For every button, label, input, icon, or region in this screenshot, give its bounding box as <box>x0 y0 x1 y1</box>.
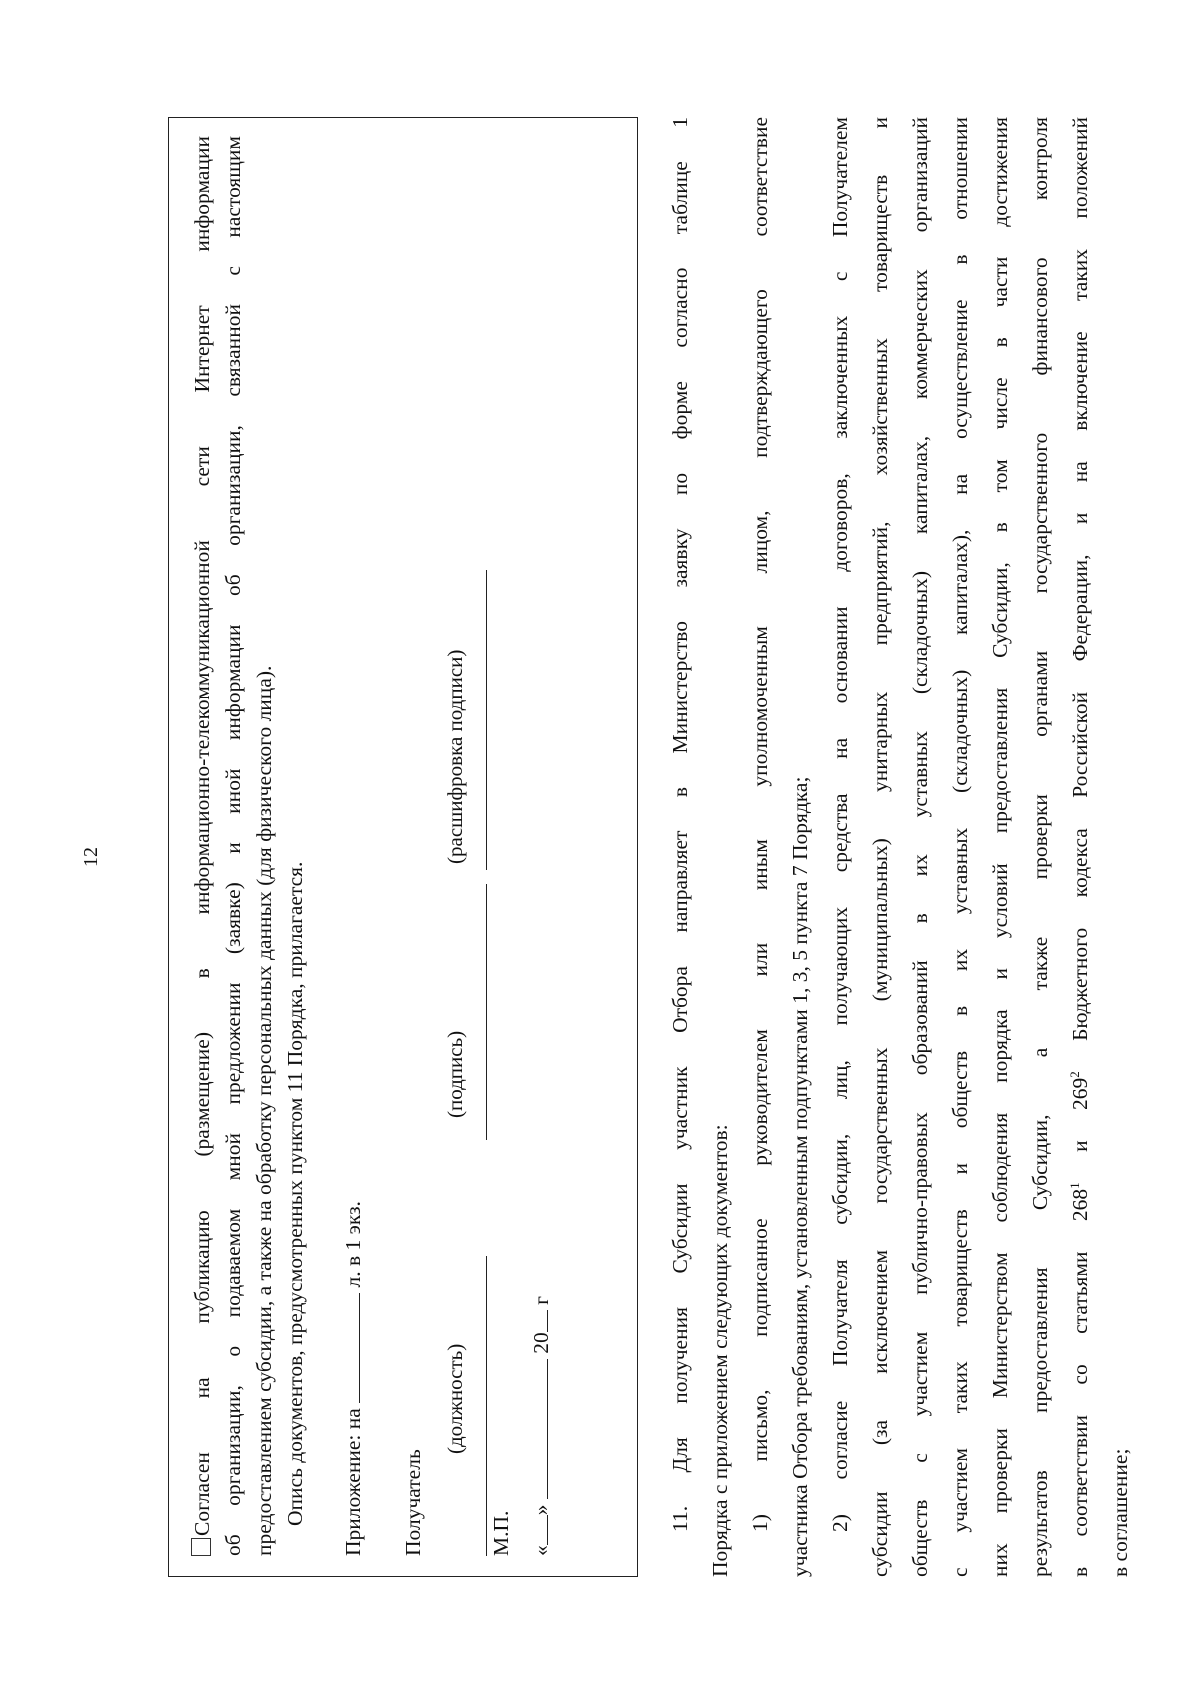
consent-text <box>187 136 311 1556</box>
page-number: 12 <box>80 847 102 867</box>
body-line: 2) согласие Получателя субсидии, лиц, получающих средства на основании договоров, заключенных с Получателем <box>828 117 852 1532</box>
body-text <box>660 117 1140 1577</box>
attachment-line: Приложение: на л. в 1 экз. <box>341 1201 365 1556</box>
consent-line-1: Согласен на публикацию (размещение) в информационно-телекоммуникационной сети Интернет информации <box>187 136 218 1556</box>
day-field[interactable] <box>529 1515 548 1545</box>
body-line: них проверки Министерством соблюдения порядка и условий предоставления Субсидии, в том числе в части достижения <box>988 117 1012 1577</box>
date-line: «» 20 г <box>529 1296 553 1556</box>
recipient-label: Получатель <box>401 1449 425 1556</box>
stamp-label: М.П. <box>489 1510 513 1556</box>
sheet-count-field[interactable] <box>341 1293 360 1403</box>
consent-line-2: об организации, о подаваемом мной предложении (заявке) и иной информации об организации, связанной с настоящим <box>221 136 245 1556</box>
caption-position: (должность) <box>443 1343 467 1454</box>
body-line: 11. Для получения Субсидии участник Отбора направляет в Министерство заявку по форме согласно таблице 1 <box>668 117 692 1532</box>
position-line[interactable] <box>486 1256 487 1556</box>
year-field[interactable] <box>529 1310 548 1332</box>
body-line: 1) письмо, подписанное руководителем или иным уполномоченным лицом, подтверждающего соответствие <box>748 117 772 1532</box>
body-line: в соглашение; <box>1108 1448 1132 1577</box>
body-line: обществ с участием публично-правовых образований в их уставных (складочных) капиталах, коммерческих организаций <box>908 117 932 1577</box>
consent-line-3: предоставлением субсидии, а также на обработку персональных данных (для физического лица). <box>252 665 276 1556</box>
consent-box <box>168 117 638 1577</box>
body-line: субсидии (за исключением государственных (муниципальных) унитарных предприятий, хозяйственных товариществ и <box>868 117 892 1577</box>
body-line: результатов предоставления Субсидии, а также проверки органами государственного финансового контроля <box>1028 117 1052 1577</box>
month-field[interactable] <box>529 1359 548 1499</box>
caption-signature: (подпись) <box>443 1030 467 1118</box>
body-line-statutes: в соответствии со статьями $268^1$ и $269^2$ Бюджетного кодекса Российской Федерации, и на включение таких положений <box>1066 117 1092 1577</box>
body-line: с участием таких товариществ и обществ в их уставных (складочных) капиталах), на осуществление в отношении <box>948 117 972 1577</box>
decoding-line[interactable] <box>486 570 487 870</box>
body-line: участника Отбора требованиям, установленным подпунктами 1, 3, 5 пункта 7 Порядка; <box>788 776 812 1577</box>
caption-decoding: (расшифровка подписи) <box>443 649 467 864</box>
inventory-line: Опись документов, предусмотренных пунктом 11 Порядка, прилагается. <box>283 861 307 1526</box>
body-line: Порядка с приложением следующих документов: <box>708 1124 732 1577</box>
signature-line[interactable] <box>486 884 487 1140</box>
checkbox-icon[interactable] <box>191 1538 211 1556</box>
